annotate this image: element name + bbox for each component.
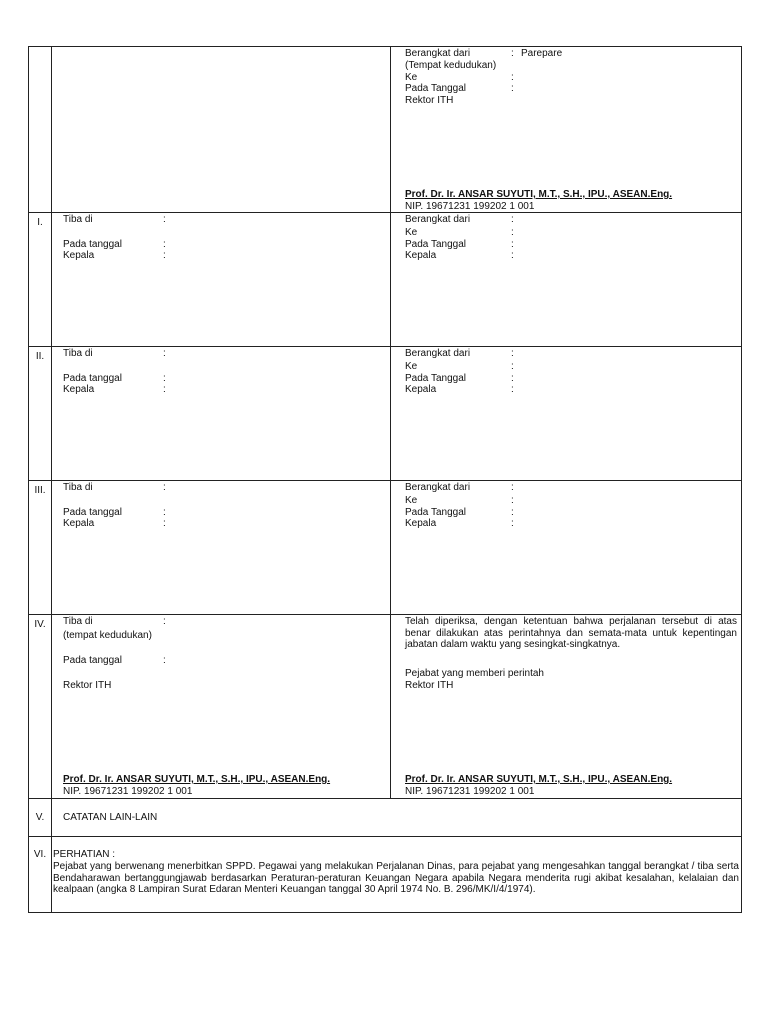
- tiba-colon: :: [163, 214, 166, 225]
- berangkat-value: Parepare: [521, 48, 563, 59]
- table-row-6: [29, 837, 742, 913]
- signer-nip: NIP. 19671231 199202 1 001: [63, 786, 193, 797]
- tanggal-label: Pada Tanggal: [405, 239, 466, 250]
- berangkat-colon: :: [511, 48, 514, 59]
- top-right-cell: [391, 47, 742, 213]
- rektor-label: Rektor ITH: [405, 95, 454, 106]
- signer-nip: NIP. 19671231 199202 1 001: [405, 786, 535, 797]
- kepala-label: Kepala: [405, 250, 437, 261]
- departure-cell: [391, 213, 742, 347]
- ke-label: Ke: [405, 72, 418, 83]
- berangkat-label: Berangkat dari: [405, 348, 471, 359]
- signer-name: Prof. Dr. Ir. ANSAR SUYUTI, M.T., S.H., IPU., ASEAN.Eng.: [405, 774, 673, 785]
- signer-nip: NIP. 19671231 199202 1 001: [405, 201, 535, 212]
- tiba-colon: :: [163, 348, 166, 359]
- kepala-label: Kepala: [405, 384, 437, 395]
- arrival-cell: [52, 213, 391, 347]
- tempat-kedudukan-note: (tempat kedudukan): [63, 630, 152, 641]
- table-row-5: [29, 799, 742, 837]
- tiba-colon: :: [163, 616, 166, 627]
- tanggal-colon: :: [511, 239, 514, 250]
- tanggal-colon: :: [511, 83, 514, 94]
- tanggal-colon: :: [511, 507, 514, 518]
- table-row-4: [29, 615, 742, 799]
- tanggal-label: Pada Tanggal: [405, 83, 466, 94]
- tiba-colon: :: [163, 482, 166, 493]
- signer-name: Prof. Dr. Ir. ANSAR SUYUTI, M.T., S.H., IPU., ASEAN.Eng.: [405, 189, 673, 200]
- kepala-label: Kepala: [405, 518, 437, 529]
- berangkat-label: Berangkat dari: [405, 482, 471, 493]
- ke-label: Ke: [405, 495, 418, 506]
- notes-title: CATATAN LAIN-LAIN: [63, 812, 158, 823]
- kepala-label: Kepala: [63, 384, 95, 395]
- tanggal-colon: :: [163, 655, 166, 666]
- tanggal-label: Pada tanggal: [63, 507, 122, 518]
- kepala-colon: :: [163, 250, 166, 261]
- attention-body: Pejabat yang berwenang menerbitkan SPPD. Pegawai yang melakukan Perjalanan Dinas, para pejabat yang mengesahkan tanggal berangkat / tiba serta Bendaharawan bertanggungjawab berdasarkan Peraturan-peraturan Keuangan Negara apabila Negara menderita rugi akibat kesalahan, kelalaian dan kealpaan (angka 8 Lampiran Surat Edaran Menteri Keuangan tanggal 30 April 1974 No. B. 296/MK/I/4/1974).: [53, 861, 739, 895]
- row-number: IV.: [29, 615, 52, 799]
- departure-cell: [391, 481, 742, 615]
- tanggal-colon: :: [163, 239, 166, 250]
- arrival-cell: [52, 347, 391, 481]
- attention-cell: [52, 837, 742, 913]
- kepala-label: Kepala: [63, 518, 95, 529]
- row-number: V.: [29, 799, 52, 837]
- row-number-empty: [29, 47, 52, 213]
- rektor-label: Rektor ITH: [63, 680, 112, 691]
- row-number: VI.: [29, 837, 52, 913]
- berangkat-label: Berangkat dari: [405, 48, 471, 59]
- row-number: I.: [29, 213, 52, 347]
- table-row-2: [29, 347, 742, 481]
- signer-name: Prof. Dr. Ir. ANSAR SUYUTI, M.T., S.H., IPU., ASEAN.Eng.: [63, 774, 331, 785]
- tanggal-label: Pada Tanggal: [405, 373, 466, 384]
- sppd-back-page: [28, 46, 741, 913]
- tempat-kedudukan-note: (Tempat kedudukan): [405, 60, 497, 71]
- verification-statement: Telah diperiksa, dengan ketentuan bahwa perjalanan tersebut di atas benar dilakukan atas perintahnya dan semata-mata untuk kepentingan jabatan dalam waktu yang sesingkat-singkatnya.: [405, 616, 737, 650]
- travel-record-table: [28, 46, 742, 913]
- kepala-colon: :: [511, 250, 514, 261]
- row-number: II.: [29, 347, 52, 481]
- verification-cell: [391, 615, 742, 799]
- top-left-cell: [52, 47, 391, 213]
- kepala-colon: :: [511, 384, 514, 395]
- tanggal-label: Pada tanggal: [63, 373, 122, 384]
- arrival-cell: [52, 481, 391, 615]
- ke-colon: :: [511, 361, 514, 372]
- tiba-label: Tiba di: [63, 482, 93, 493]
- kepala-colon: :: [163, 384, 166, 395]
- tiba-label: Tiba di: [63, 348, 93, 359]
- tanggal-label: Pada Tanggal: [405, 507, 466, 518]
- pejabat-label: Pejabat yang memberi perintah: [405, 668, 544, 679]
- kepala-colon: :: [163, 518, 166, 529]
- ke-label: Ke: [405, 227, 418, 238]
- arrival-home-cell: [52, 615, 391, 799]
- table-row-top: [29, 47, 742, 213]
- ke-colon: :: [511, 227, 514, 238]
- rektor-label: Rektor ITH: [405, 680, 454, 691]
- ke-label: Ke: [405, 361, 418, 372]
- tanggal-colon: :: [163, 507, 166, 518]
- berangkat-colon: :: [511, 214, 514, 225]
- berangkat-colon: :: [511, 482, 514, 493]
- tanggal-label: Pada tanggal: [63, 239, 122, 250]
- kepala-label: Kepala: [63, 250, 95, 261]
- row-number: III.: [29, 481, 52, 615]
- berangkat-label: Berangkat dari: [405, 214, 471, 225]
- table-row-3: [29, 481, 742, 615]
- departure-cell: [391, 347, 742, 481]
- ke-colon: :: [511, 72, 514, 83]
- ke-colon: :: [511, 495, 514, 506]
- tiba-label: Tiba di: [63, 214, 93, 225]
- attention-title: PERHATIAN :: [53, 849, 116, 860]
- notes-cell: [52, 799, 742, 837]
- tiba-label: Tiba di: [63, 616, 93, 627]
- berangkat-colon: :: [511, 348, 514, 359]
- tanggal-colon: :: [511, 373, 514, 384]
- kepala-colon: :: [511, 518, 514, 529]
- tanggal-label: Pada tanggal: [63, 655, 122, 666]
- table-row-1: [29, 213, 742, 347]
- tanggal-colon: :: [163, 373, 166, 384]
